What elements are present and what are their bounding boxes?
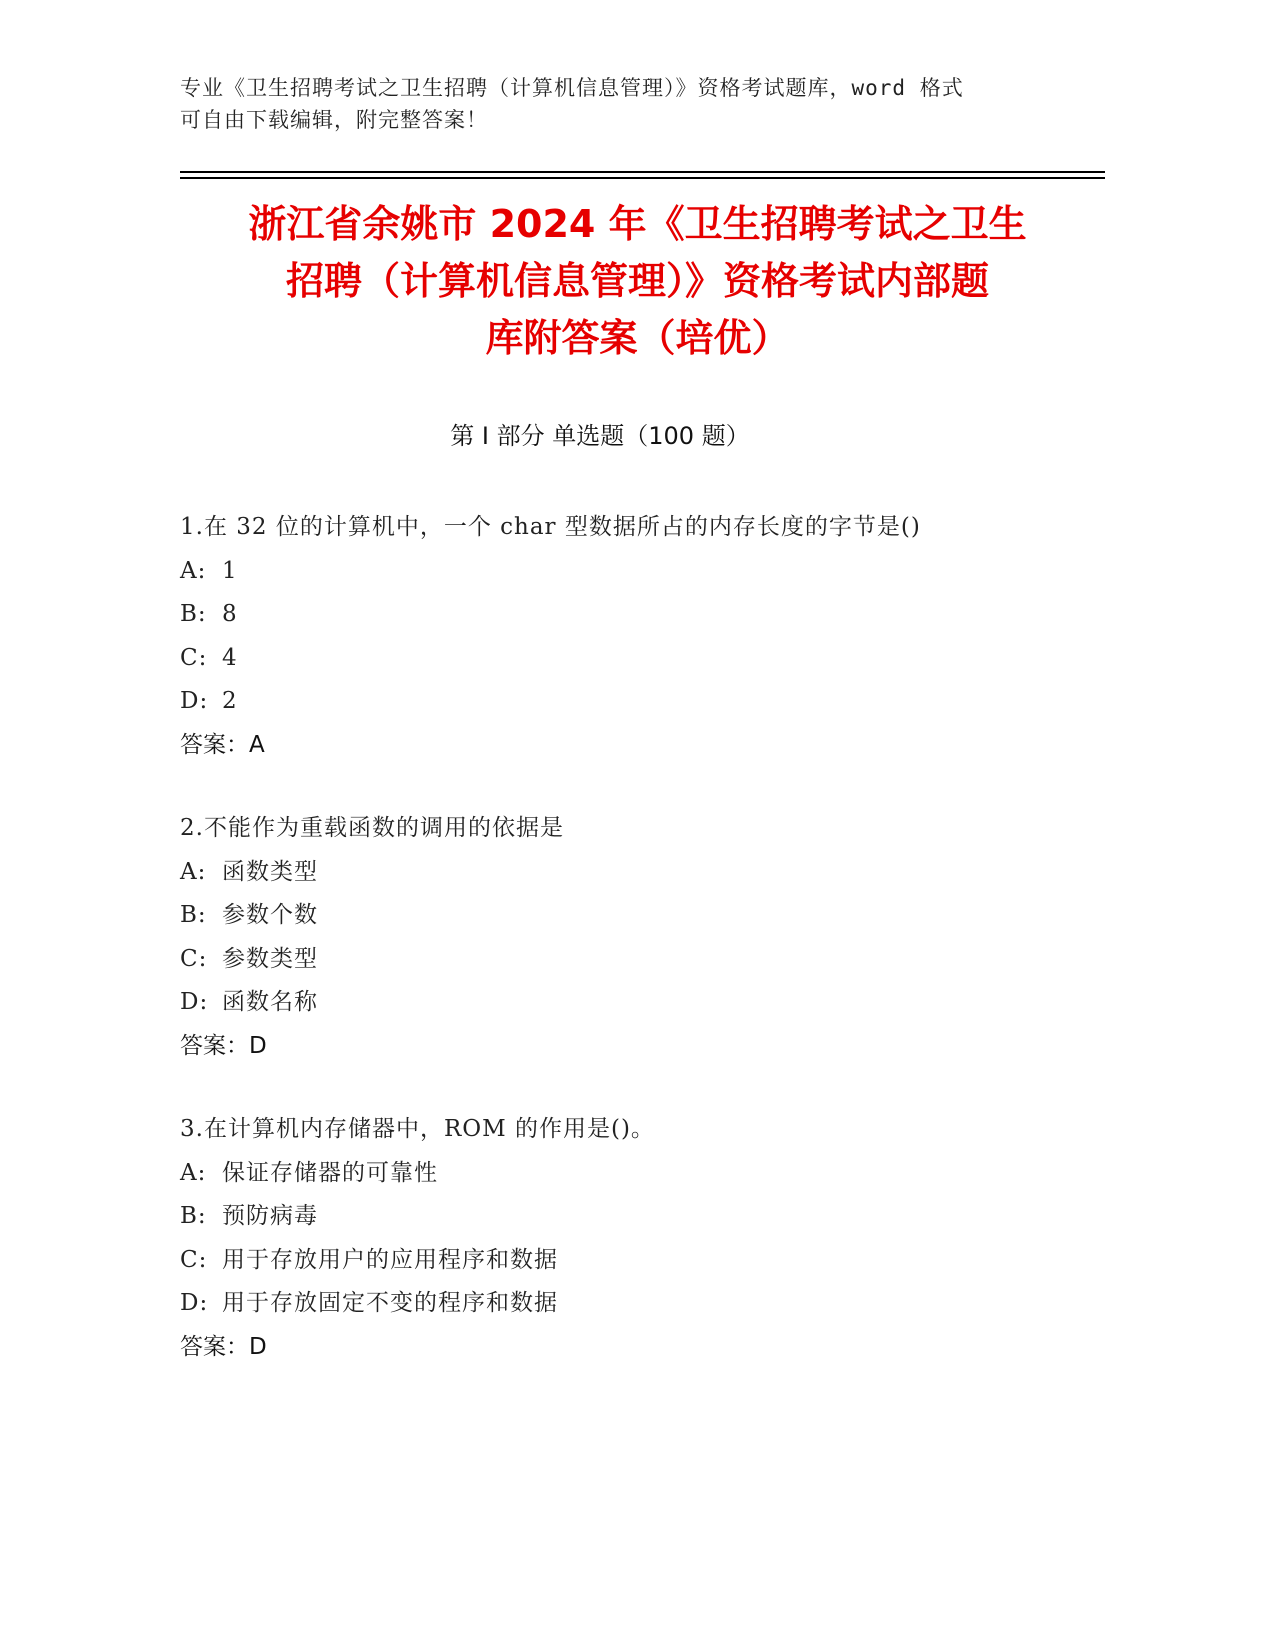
option-key: C: bbox=[180, 1246, 208, 1273]
question-list bbox=[180, 506, 1080, 1409]
answer-line: 答案：D bbox=[180, 1032, 267, 1059]
option-b bbox=[180, 1195, 1080, 1239]
option-key: D: bbox=[180, 688, 209, 714]
option-d bbox=[180, 981, 1080, 1025]
option-a bbox=[180, 550, 1080, 594]
option-text: 用于存放用户的应用程序和数据 bbox=[222, 1246, 558, 1273]
section-heading: 第 I 部分 单选题（100 题） bbox=[450, 422, 750, 450]
option-key: A: bbox=[180, 557, 207, 584]
option-text: 2 bbox=[222, 688, 238, 714]
option-a bbox=[180, 1152, 1080, 1196]
option-key: C: bbox=[180, 945, 208, 972]
option-text: 函数名称 bbox=[222, 989, 318, 1015]
header-divider-bottom bbox=[180, 177, 1105, 179]
header-note-line-2: 可自由下载编辑，附完整答案！ bbox=[180, 108, 488, 132]
question-stem: 3.在计算机内存储器中，ROM 的作用是()。 bbox=[180, 1116, 655, 1142]
option-text: 参数类型 bbox=[222, 945, 318, 972]
option-key: A: bbox=[180, 1159, 207, 1186]
option-text: 1 bbox=[222, 557, 238, 584]
document-title-line-3: 库附答案（培优） bbox=[485, 316, 790, 360]
option-key: D: bbox=[180, 989, 209, 1015]
option-text: 函数类型 bbox=[222, 858, 318, 885]
option-a bbox=[180, 851, 1080, 895]
option-key: D: bbox=[180, 1290, 209, 1316]
option-c bbox=[180, 938, 1080, 982]
question-2 bbox=[180, 807, 1080, 1068]
option-text: 4 bbox=[222, 644, 238, 671]
option-c bbox=[180, 1239, 1080, 1283]
question-stem: 1.在 32 位的计算机中，一个 char 型数据所占的内存长度的字节是() bbox=[180, 514, 921, 540]
option-key: B: bbox=[180, 1203, 207, 1229]
option-key: C: bbox=[180, 644, 208, 671]
option-key: A: bbox=[180, 858, 207, 885]
document-title-line-2: 招聘（计算机信息管理）》资格考试内部题 bbox=[285, 259, 989, 303]
question-1 bbox=[180, 506, 1080, 767]
answer-line: 答案：A bbox=[180, 731, 265, 758]
option-text: 用于存放固定不变的程序和数据 bbox=[222, 1290, 558, 1316]
document-title bbox=[150, 196, 1125, 367]
option-key: B: bbox=[180, 902, 207, 928]
header-note-line-1: 专业《卫生招聘考试之卫生招聘（计算机信息管理）》资格考试题库，word 格式 bbox=[180, 76, 964, 100]
option-c bbox=[180, 637, 1080, 681]
option-d bbox=[180, 680, 1080, 724]
option-text: 8 bbox=[222, 601, 238, 627]
question-stem: 2.不能作为重载函数的调用的依据是 bbox=[180, 815, 564, 841]
option-d bbox=[180, 1282, 1080, 1326]
header-divider-top bbox=[180, 171, 1105, 173]
question-3 bbox=[180, 1108, 1080, 1369]
answer-line: 答案：D bbox=[180, 1333, 267, 1360]
document-title-line-1: 浙江省余姚市 2024 年《卫生招聘考试之卫生 bbox=[248, 202, 1027, 246]
option-text: 预防病毒 bbox=[222, 1203, 318, 1229]
document-header-note bbox=[180, 72, 1040, 136]
option-b bbox=[180, 894, 1080, 938]
option-key: B: bbox=[180, 601, 207, 627]
option-b bbox=[180, 593, 1080, 637]
option-text: 参数个数 bbox=[222, 902, 318, 928]
option-text: 保证存储器的可靠性 bbox=[222, 1159, 438, 1186]
